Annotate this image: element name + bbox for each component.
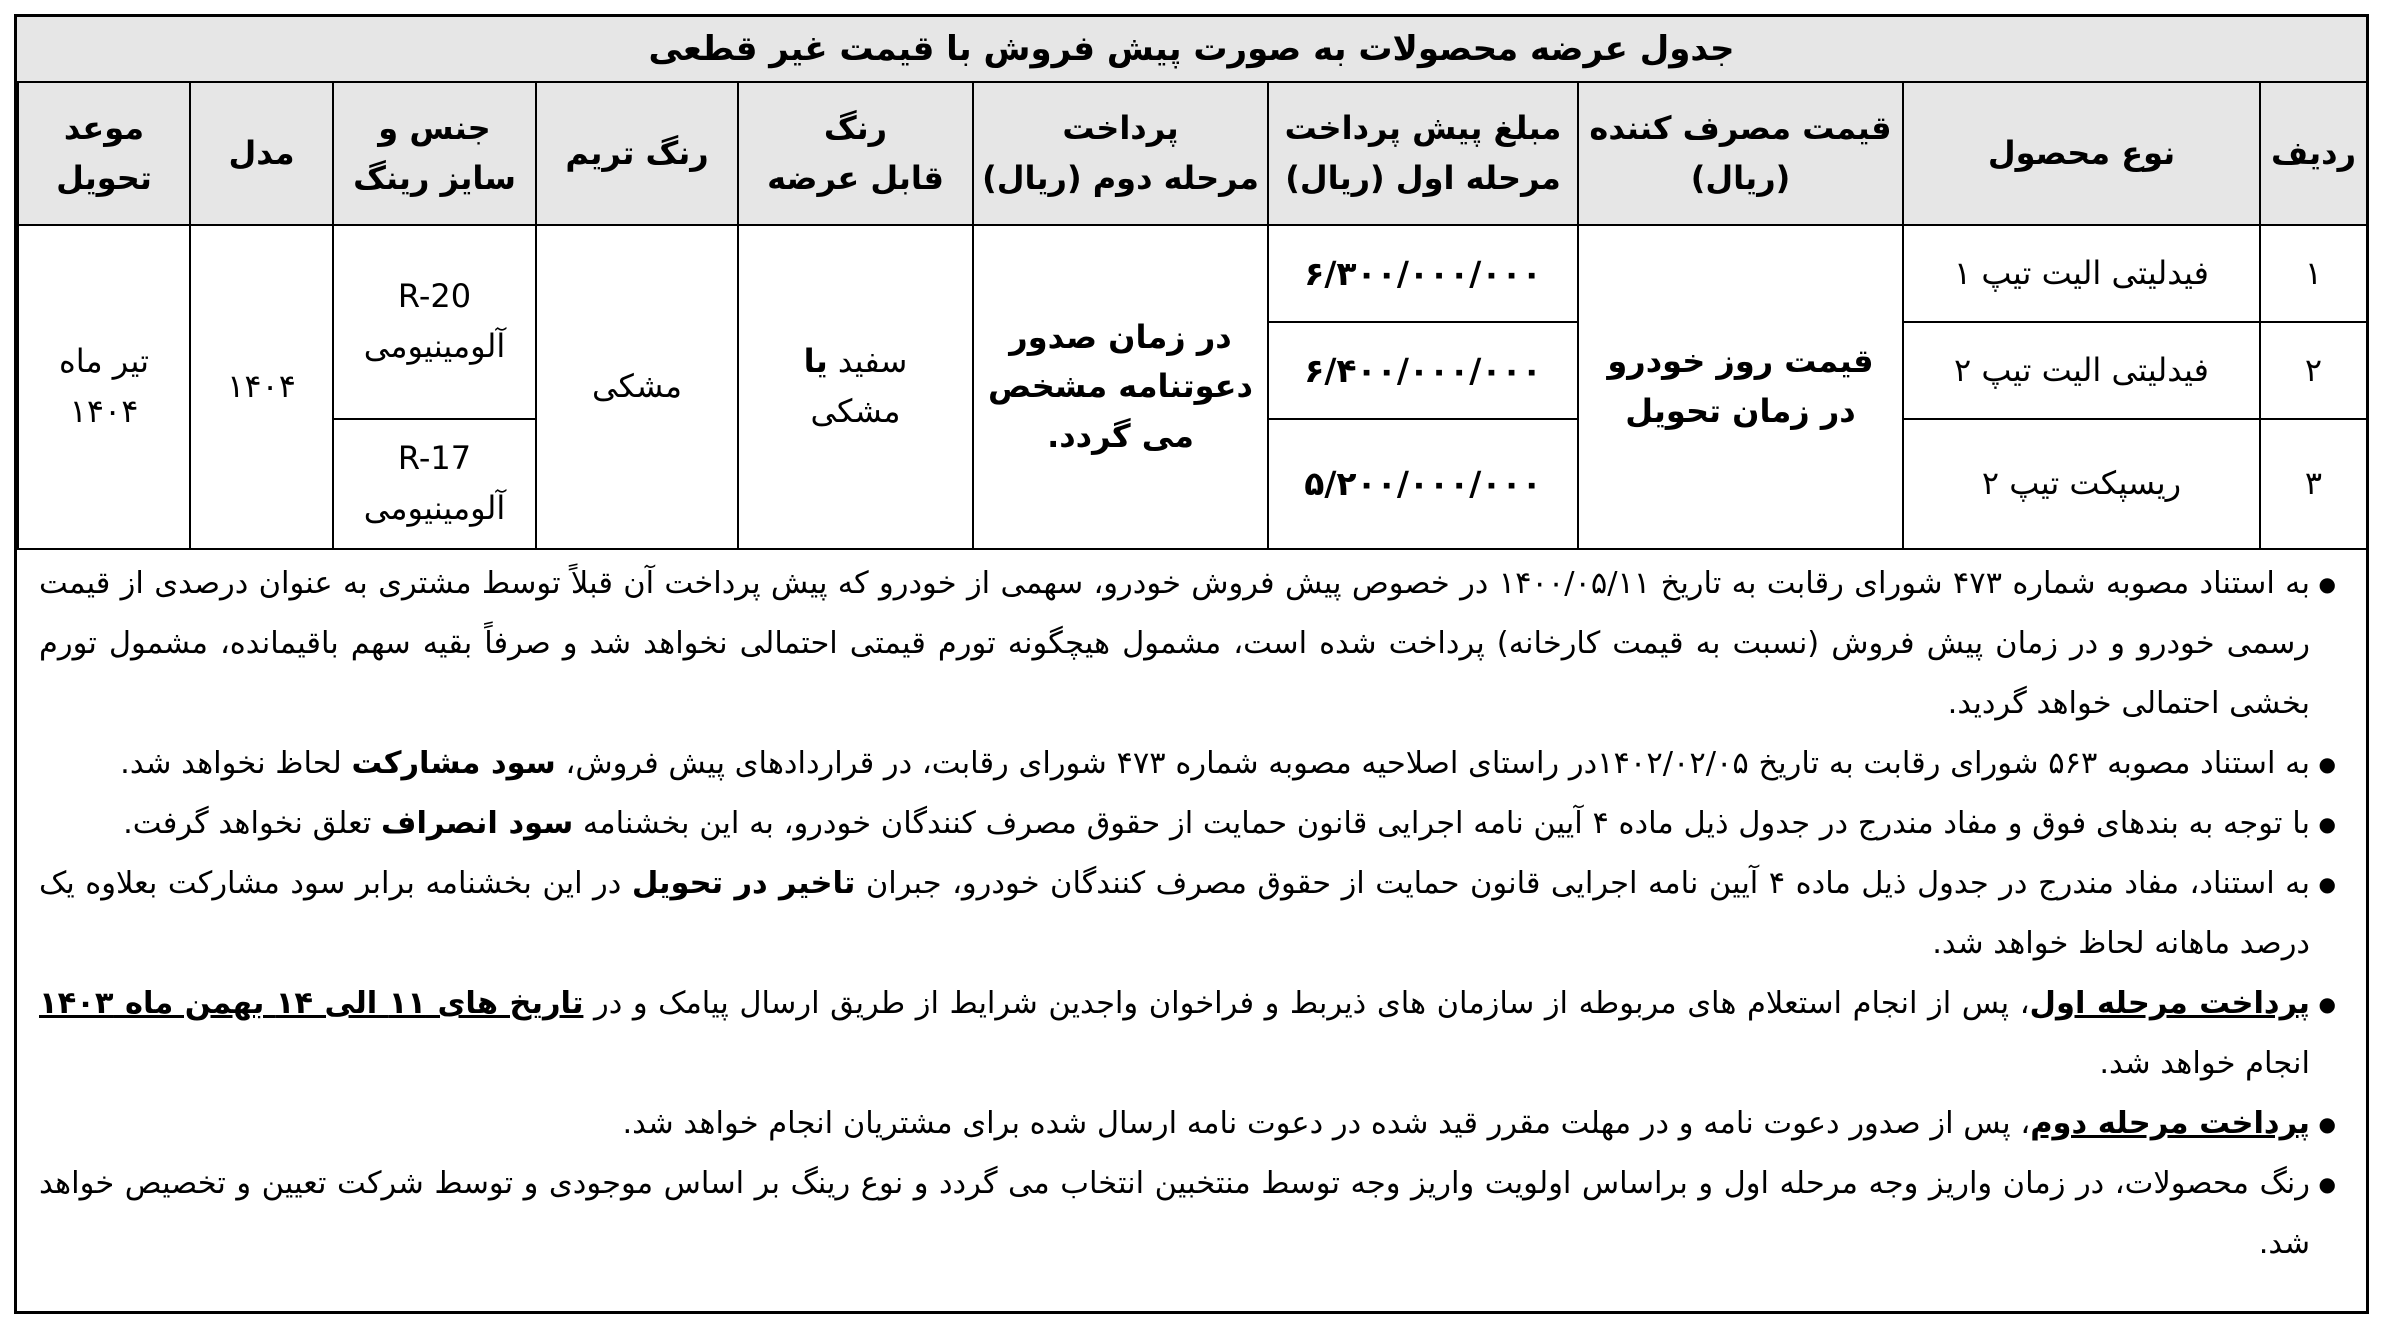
header-consumer-price: قیمت مصرف کننده (ریال) — [1578, 82, 1903, 225]
row-number: ۱ — [2260, 225, 2367, 322]
table-header-row — [18, 82, 2367, 225]
delivery-cell: تیر ماه ۱۴۰۴ — [18, 225, 190, 549]
header-color: رنگ قابل عرضه — [738, 82, 973, 225]
second-payment-cell: در زمان صدور دعوتنامه مشخص می گردد. — [973, 225, 1268, 549]
trim-color-cell: مشکی — [536, 225, 738, 549]
header-rim: جنس و سایز رینگ — [333, 82, 536, 225]
header-trim-color: رنگ تریم — [536, 82, 738, 225]
note-item: ● به استناد مصوبه ۵۶۳ شورای رقابت به تاریخ ۱۴۰۲/۰۲/۰۵در راستای اصلاحیه مصوبه شماره ۴۷۳ شورای رقابت، در قراردادهای پیش فروش، سود مشارکت لحاظ نخواهد شد. — [39, 734, 2336, 794]
row-number: ۲ — [2260, 322, 2367, 419]
note-item: ● پرداخت مرحله اول، پس از انجام استعلام های مربوطه از سازمان های ذیربط و فراخوان واجدین شرایط از طریق ارسال پیامک و در تاریخ های ۱۱ الی ۱۴ بهمن ماه ۱۴۰۳ انجام خواهد شد. — [39, 974, 2336, 1094]
prepayment-amount: ۶/۳۰۰/۰۰۰/۰۰۰ — [1268, 225, 1578, 322]
product-name: ریسپکت تیپ ۲ — [1903, 419, 2260, 549]
rim-cell-top: R-20 آلومینیومی — [333, 225, 536, 419]
table-title: جدول عرضه محصولات به صورت پیش فروش با قیمت غیر قطعی — [17, 17, 2366, 84]
prepayment-amount: ۵/۲۰۰/۰۰۰/۰۰۰ — [1268, 419, 1578, 549]
notes-section — [17, 548, 2366, 1311]
note-item: ● به استناد مصوبه شماره ۴۷۳ شورای رقابت به تاریخ ۱۴۰۰/۰۵/۱۱ در خصوص پیش فروش خودرو، سهمی از خودرو که پیش پرداخت آن قبلاً توسط مشتری به عنوان درصدی از قیمت رسمی خودرو و در زمان پیش فروش (نسبت به قیمت کارخانه) پرداخت شده است، مشمول هیچگونه تورم قیمتی احتمالی نخواهد شد و صرفاً بقیه سهم باقیمانده، مشمول تورم بخشی احتمالی خواهد گردید. — [39, 554, 2336, 734]
product-name: فیدلیتی الیت تیپ ۲ — [1903, 322, 2260, 419]
prepayment-amount: ۶/۴۰۰/۰۰۰/۰۰۰ — [1268, 322, 1578, 419]
products-table — [17, 81, 2368, 550]
color-cell: سفید یا مشکی — [738, 225, 973, 549]
consumer-price-cell: قیمت روز خودرو در زمان تحویل — [1578, 225, 1903, 549]
model-cell: ۱۴۰۴ — [190, 225, 333, 549]
header-second-payment: پرداخت مرحله دوم (ریال) — [973, 82, 1268, 225]
header-model: مدل — [190, 82, 333, 225]
header-delivery: موعد تحویل — [18, 82, 190, 225]
note-item: ● به استناد، مفاد مندرج در جدول ذیل ماده ۴ آیین نامه اجرایی قانون حمایت از حقوق مصرف کنندگان خودرو، جبران تاخیر در تحویل در این بخشنامه برابر سود مشارکت بعلاوه یک درصد ماهانه لحاظ خواهد شد. — [39, 854, 2336, 974]
note-item: ● با توجه به بندهای فوق و مفاد مندرج در جدول ذیل ماده ۴ آیین نامه اجرایی قانون حمایت از حقوق مصرف کنندگان خودرو، به این بخشنامه سود انصراف تعلق نخواهد گرفت. — [39, 794, 2336, 854]
note-item: ● رنگ محصولات، در زمان واریز وجه مرحله اول و براساس اولویت واریز وجه توسط منتخبین انتخاب می گردد و نوع رینگ بر اساس موجودی و توسط شرکت تعیین و تخصیص خواهد شد. — [39, 1154, 2336, 1274]
row-number: ۳ — [2260, 419, 2367, 549]
note-item: ● پرداخت مرحله دوم، پس از صدور دعوت نامه و در مهلت مقرر قید شده در دعوت نامه ارسال شده برای مشتریان انجام خواهد شد. — [39, 1094, 2336, 1154]
header-prepayment: مبلغ پیش پرداخت مرحله اول (ریال) — [1268, 82, 1578, 225]
header-product-type: نوع محصول — [1903, 82, 2260, 225]
header-row-number: ردیف — [2260, 82, 2367, 225]
rim-cell-bottom: R-17 آلومینیومی — [333, 419, 536, 549]
document-frame — [14, 14, 2369, 1314]
product-name: فیدلیتی الیت تیپ ۱ — [1903, 225, 2260, 322]
table-row — [18, 225, 2367, 322]
